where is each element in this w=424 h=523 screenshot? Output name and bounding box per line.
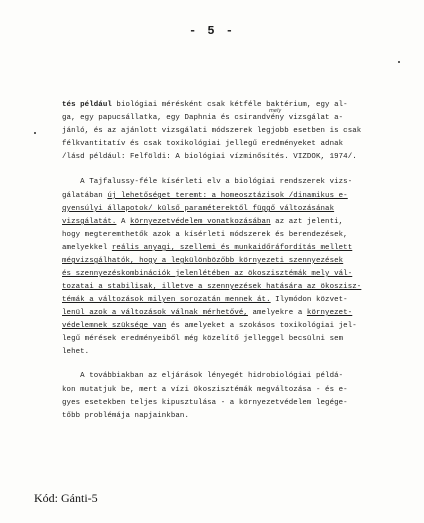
underlined-text: védelemnek szüksége van: [62, 322, 167, 330]
scan-speck: [34, 132, 36, 134]
paragraph-2-line-10: [62, 296, 348, 305]
underlined-text: lenül azok a változások válnak mérhetővé,: [62, 309, 248, 317]
line-text: Ilymódon közvet-: [270, 296, 348, 304]
paragraph-3-line-2: kon mutatjuk be, mert a vízi ökoszisztémák megváltozása - és e-: [62, 386, 348, 394]
paragraph-2-line-1: A Tajfalussy-féle kísérleti elv a biológiai rendszerek vizs-: [62, 178, 353, 186]
paragraph-3-line-1: A továbbiakban az eljárások lényegét hidrobiológiai példá-: [62, 372, 344, 380]
scan-speck: [398, 61, 400, 63]
paragraph-2-line-8: és szennyezéskombinációk jelenlétében az ökoszisztémák mely vál-: [62, 270, 353, 278]
line-text: amelyekre a: [247, 309, 307, 317]
paragraph-2-line-3: gyensúlyi állapotok/ külső paraméterektől függő változásának: [62, 205, 335, 213]
line-text: amelyekkel: [62, 244, 112, 252]
handwritten-insertion: mely: [269, 108, 282, 114]
paragraph-1-line-1: [62, 101, 348, 110]
paragraph-2-line-11: [62, 309, 352, 318]
underlined-text: vizsgálatát.: [62, 218, 117, 226]
line-text: és amelyeket a szokásos toxikológiai jel-: [166, 322, 357, 330]
paragraph-1-line-2: ga, egy papucsállatka, egy Daphnia és csirandvény vizsgálat a-: [62, 114, 344, 122]
paragraph-2-line-14: lehet.: [62, 348, 90, 356]
paragraph-2-line-4: [62, 218, 343, 227]
paragraph-1-line-3: jánló, és az ajánlott vizsgálati módszerek legjobb esetben is csak: [62, 127, 362, 135]
paragraph-2-line-2: [62, 192, 348, 201]
underlined-text: környezet-: [306, 309, 353, 317]
paragraph-3-line-4: tőbb problémája napjainkban.: [62, 412, 189, 420]
paragraph-2-line-12: [62, 322, 357, 331]
emphasis-text: tés például: [62, 101, 112, 109]
paragraph-2-line-6: [62, 244, 352, 253]
paragraph-1-line-4: félkvantitatív és csak toxikológiai jellegű eredményeket adnak: [62, 140, 344, 148]
line-text: A: [116, 218, 131, 226]
underlined-text: környezetvédelem vonatkozásában: [130, 218, 271, 226]
page-number: - 5 -: [188, 24, 235, 38]
underlined-text: új lehetőséget teremt: a homeosztázisok /dinamikus e-: [107, 192, 348, 200]
paragraph-1-line-5: /lásd például: Felföldi: A biológiai vízminősítés. VIZDOK, 1974/.: [62, 153, 357, 161]
paragraph-2-line-13: legű mérések eredményeiből még közelítő jelleggel becsülni sem: [62, 335, 344, 343]
underlined-text: reális anyagi, szellemi és munkaidőráfordítás mellett: [111, 244, 353, 252]
line-text: az azt jelenti,: [270, 218, 344, 226]
paragraph-2-line-7: mégvizsgálhatók, hogy a legkülönbözőbb környezeti szennyezések: [62, 257, 344, 265]
paragraph-2-line-5: hogy megteremthetők azok a kísérleti módszerek és berendezések,: [62, 231, 348, 239]
paragraph-2-line-9: tozatai a stabilisak, illetve a szennyezések hatására az ökoszisz-: [62, 283, 362, 291]
underlined-text: témák a változások milyen sorozatán mennek át.: [62, 296, 271, 304]
line-text: biológiai mérésként csak kétféle baktérium, egy al-: [111, 101, 348, 109]
paragraph-3-line-3: gyes esetekben teljes kipusztulása - a környezetvédelem legége-: [62, 399, 348, 407]
line-text: gálatában: [62, 192, 108, 200]
document-code: Kód: Gánti-5: [34, 491, 98, 505]
